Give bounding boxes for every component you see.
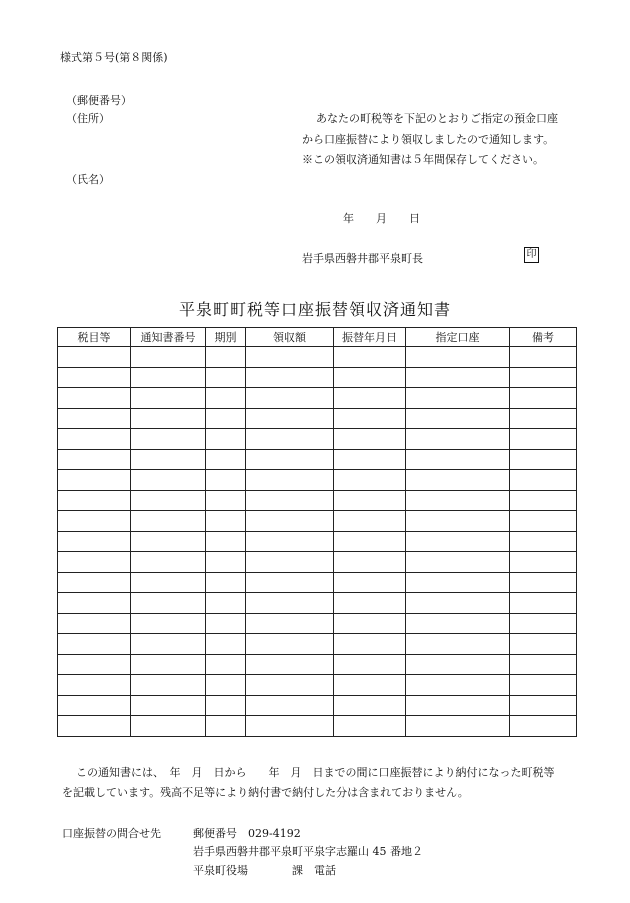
contact-address: 岩手県西磐井郡平泉町平泉字志羅山 45 番地２ xyxy=(193,845,423,858)
contact-label: 口座振替の問合せ先 xyxy=(62,827,161,840)
table-cell xyxy=(334,490,406,511)
table-cell xyxy=(334,613,406,634)
table-row xyxy=(58,634,577,655)
table-cell xyxy=(510,408,577,429)
table-cell xyxy=(246,408,334,429)
contact-postal: 郵便番号 029-4192 xyxy=(193,827,301,840)
notice-line-1: あなたの町税等を下記のとおりご指定の預金口座 xyxy=(316,112,558,125)
table-cell xyxy=(131,490,206,511)
table-cell xyxy=(131,449,206,470)
table-cell xyxy=(58,531,131,552)
table-cell xyxy=(206,531,246,552)
table-row xyxy=(58,470,577,491)
table-cell xyxy=(510,531,577,552)
seal-mark: 印 xyxy=(524,247,539,263)
table-cell xyxy=(131,347,206,368)
table-cell xyxy=(246,470,334,491)
table-cell xyxy=(246,490,334,511)
table-cell xyxy=(206,654,246,675)
table-cell xyxy=(246,613,334,634)
table-row xyxy=(58,654,577,675)
table-cell xyxy=(206,511,246,532)
issuer-name: 岩手県西磐井郡平泉町長 xyxy=(302,252,423,265)
table-cell xyxy=(206,347,246,368)
table-cell xyxy=(334,695,406,716)
notice-line-2: から口座振替により領収しましたので通知します。 xyxy=(302,133,555,146)
note-line-1: この通知書には、 年 月 日から 年 月 日までの間に口座振替により納付になった町税等 xyxy=(76,766,555,779)
table-cell xyxy=(406,367,510,388)
table-cell xyxy=(334,634,406,655)
table-cell xyxy=(131,429,206,450)
postal-code-label: （郵便番号） xyxy=(66,94,132,107)
table-cell xyxy=(58,593,131,614)
table-cell xyxy=(334,449,406,470)
table-cell xyxy=(334,675,406,696)
table-cell xyxy=(58,511,131,532)
table-cell xyxy=(334,654,406,675)
table-cell xyxy=(510,593,577,614)
table-cell xyxy=(58,388,131,409)
table-cell xyxy=(334,531,406,552)
table-cell xyxy=(246,695,334,716)
table-cell xyxy=(510,347,577,368)
table-header-row xyxy=(58,328,577,347)
form-number: 様式第５号(第８関係) xyxy=(60,51,168,64)
table-cell xyxy=(58,347,131,368)
table-cell xyxy=(131,675,206,696)
table-cell xyxy=(246,388,334,409)
table-cell xyxy=(510,572,577,593)
table-row xyxy=(58,552,577,573)
table-cell xyxy=(246,552,334,573)
table-cell xyxy=(406,695,510,716)
table-cell xyxy=(206,429,246,450)
table-cell xyxy=(510,367,577,388)
table-cell xyxy=(58,490,131,511)
table-cell xyxy=(246,716,334,737)
table-cell xyxy=(206,675,246,696)
table-cell xyxy=(58,654,131,675)
table-row xyxy=(58,449,577,470)
document-title: 平泉町町税等口座振替領収済通知書 xyxy=(178,300,451,319)
table-row xyxy=(58,675,577,696)
table-cell xyxy=(406,572,510,593)
table-cell xyxy=(406,429,510,450)
table-cell xyxy=(58,449,131,470)
table-cell xyxy=(510,429,577,450)
table-cell xyxy=(510,695,577,716)
table-cell xyxy=(510,490,577,511)
table-cell xyxy=(206,572,246,593)
table-cell xyxy=(206,613,246,634)
table-row xyxy=(58,593,577,614)
table-cell xyxy=(206,490,246,511)
table-cell xyxy=(131,552,206,573)
table-cell xyxy=(131,367,206,388)
table-cell xyxy=(406,388,510,409)
table-cell xyxy=(246,347,334,368)
table-cell xyxy=(406,511,510,532)
table-cell xyxy=(334,552,406,573)
receipt-table xyxy=(57,327,577,737)
table-row xyxy=(58,716,577,737)
table-row xyxy=(58,388,577,409)
table-row xyxy=(58,490,577,511)
table-cell xyxy=(406,654,510,675)
table-cell xyxy=(58,613,131,634)
table-cell xyxy=(510,634,577,655)
table-row xyxy=(58,347,577,368)
table-cell xyxy=(206,593,246,614)
table-cell xyxy=(206,408,246,429)
table-cell xyxy=(246,449,334,470)
table-cell xyxy=(131,572,206,593)
column-header-tax-item: 税目等 xyxy=(58,328,131,347)
table-cell xyxy=(131,388,206,409)
table-cell xyxy=(131,695,206,716)
table-cell xyxy=(58,470,131,491)
table-cell xyxy=(510,675,577,696)
column-header-period: 期別 xyxy=(206,328,246,347)
table-cell xyxy=(131,470,206,491)
address-label: （住所） xyxy=(66,112,110,125)
table-row xyxy=(58,531,577,552)
table-cell xyxy=(510,552,577,573)
table-cell xyxy=(334,429,406,450)
table-cell xyxy=(406,531,510,552)
table-cell xyxy=(510,613,577,634)
table-cell xyxy=(510,511,577,532)
table-cell xyxy=(58,634,131,655)
table-cell xyxy=(406,716,510,737)
table-cell xyxy=(406,490,510,511)
table-cell xyxy=(510,388,577,409)
issue-date: 年 月 日 xyxy=(343,212,420,225)
table-cell xyxy=(510,716,577,737)
table-cell xyxy=(334,347,406,368)
table-row xyxy=(58,695,577,716)
table-cell xyxy=(246,531,334,552)
table-row xyxy=(58,367,577,388)
table-cell xyxy=(58,408,131,429)
table-cell xyxy=(246,675,334,696)
table-cell xyxy=(406,408,510,429)
table-cell xyxy=(246,654,334,675)
table-cell xyxy=(334,716,406,737)
table-row xyxy=(58,511,577,532)
table-cell xyxy=(334,470,406,491)
table-cell xyxy=(406,449,510,470)
table-body xyxy=(58,347,577,737)
table-cell xyxy=(58,716,131,737)
table-cell xyxy=(131,654,206,675)
table-cell xyxy=(131,531,206,552)
table-cell xyxy=(246,511,334,532)
column-header-notice-number: 通知書番号 xyxy=(131,328,206,347)
table-cell xyxy=(246,593,334,614)
table-cell xyxy=(246,634,334,655)
table-cell xyxy=(334,388,406,409)
table-cell xyxy=(406,593,510,614)
table-cell xyxy=(246,429,334,450)
table-cell xyxy=(334,408,406,429)
table-row xyxy=(58,408,577,429)
notice-line-3: ※この領収済通知書は５年間保存してください。 xyxy=(302,153,544,166)
name-label: （氏名） xyxy=(66,173,110,186)
table-cell xyxy=(58,695,131,716)
table-row xyxy=(58,429,577,450)
table-cell xyxy=(58,675,131,696)
table-cell xyxy=(206,634,246,655)
table-cell xyxy=(206,367,246,388)
table-cell xyxy=(206,388,246,409)
table-row xyxy=(58,572,577,593)
table-cell xyxy=(58,572,131,593)
table-cell xyxy=(510,654,577,675)
table-cell xyxy=(510,470,577,491)
table-cell xyxy=(510,449,577,470)
table-cell xyxy=(206,449,246,470)
table-cell xyxy=(206,716,246,737)
table-cell xyxy=(131,408,206,429)
table-cell xyxy=(334,367,406,388)
table-cell xyxy=(206,552,246,573)
table-cell xyxy=(406,613,510,634)
table-cell xyxy=(334,511,406,532)
column-header-amount: 領収額 xyxy=(246,328,334,347)
table-cell xyxy=(206,695,246,716)
table-cell xyxy=(131,716,206,737)
table-cell xyxy=(246,572,334,593)
table-cell xyxy=(58,552,131,573)
table-cell xyxy=(131,593,206,614)
table-cell xyxy=(406,634,510,655)
table-cell xyxy=(406,552,510,573)
note-line-2: を記載しています。残高不足等により納付書で納付した分は含まれておりません。 xyxy=(62,786,469,799)
table-cell xyxy=(406,675,510,696)
table-cell xyxy=(58,367,131,388)
table-cell xyxy=(131,613,206,634)
table-cell xyxy=(206,470,246,491)
table-cell xyxy=(58,429,131,450)
contact-office: 平泉町役場 課 電話 xyxy=(193,864,336,877)
table-cell xyxy=(406,470,510,491)
table-cell xyxy=(131,511,206,532)
column-header-transfer-date: 振替年月日 xyxy=(334,328,406,347)
table-cell xyxy=(131,634,206,655)
table-cell xyxy=(406,347,510,368)
table-cell xyxy=(334,593,406,614)
table-row xyxy=(58,613,577,634)
table-cell xyxy=(334,572,406,593)
table-cell xyxy=(246,367,334,388)
column-header-remarks: 備考 xyxy=(510,328,577,347)
column-header-account: 指定口座 xyxy=(406,328,510,347)
